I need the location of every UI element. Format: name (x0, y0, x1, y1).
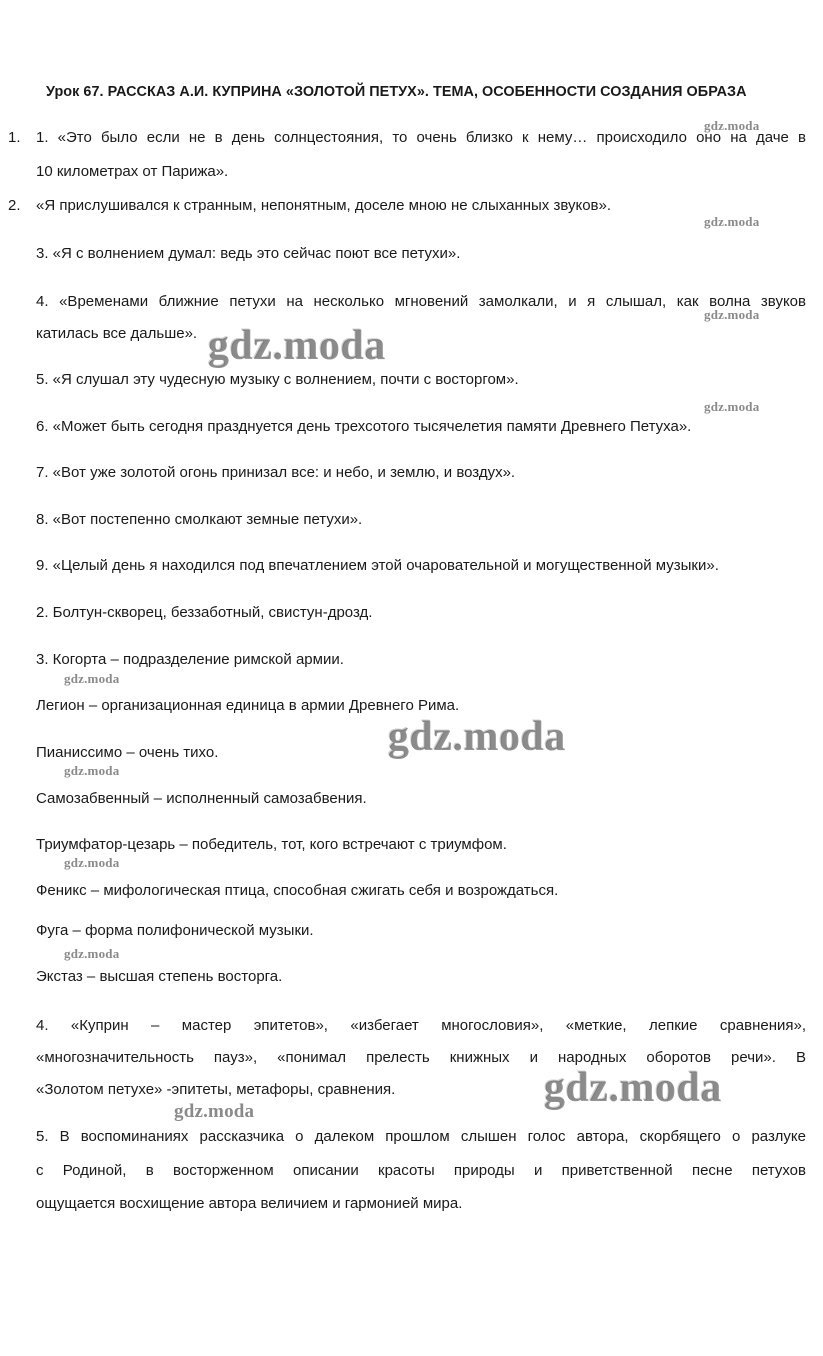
paragraph: Феникс – мифологическая птица, способная сжигать себя и возрождаться. (36, 882, 559, 899)
paragraph: 6. «Может быть сегодня празднуется день трехсотого тысячелетия памяти Древнего Петуха». (36, 418, 692, 435)
watermark: gdz.moda (704, 399, 760, 414)
paragraph: 4. «Временами ближние петухи на несколько мгновений замолкали, и я слышал, как волна звуков (36, 293, 806, 310)
watermark: gdz.moda (174, 1101, 255, 1122)
watermark: gdz.moda (64, 946, 120, 961)
paragraph: с Родиной, в восторженном описании красоты природы и приветственной песне петухов (36, 1162, 806, 1179)
paragraph: 3. Когорта – подразделение римской армии. (36, 651, 344, 668)
watermark: gdz.moda (704, 118, 760, 133)
paragraph: 5. В воспоминаниях рассказчика о далеком прошлом слышен голос автора, скорбящего о разлуке (36, 1128, 806, 1145)
page-title: Урок 67. РАССКАЗ А.И. КУПРИНА «ЗОЛОТОЙ ПЕТУХ». ТЕМА, ОСОБЕННОСТИ СОЗДАНИЯ ОБРАЗА (46, 84, 747, 100)
paragraph: 9. «Целый день я находился под впечатлением этой очаровательной и могущественной музыки». (36, 557, 719, 574)
paragraph: 2. Болтун-скворец, беззаботный, свистун-дрозд. (36, 604, 373, 621)
watermark: gdz.moda (64, 763, 120, 778)
paragraph: ощущается восхищение автора величием и гармонией мира. (36, 1195, 463, 1212)
paragraph: Пианиссимо – очень тихо. (36, 744, 219, 761)
paragraph: Легион – организационная единица в армии Древнего Рима. (36, 697, 460, 714)
paragraph: «Золотом петухе» -эпитеты, метафоры, сравнения. (36, 1081, 396, 1098)
paragraph: 3. «Я с волнением думал: ведь это сейчас поют все петухи». (36, 245, 461, 262)
paragraph: Экстаз – высшая степень восторга. (36, 968, 283, 985)
paragraph: Самозабвенный – исполненный самозабвения. (36, 790, 367, 807)
paragraph: катилась все дальше». (36, 325, 198, 342)
paragraph: 10 километрах от Парижа». (36, 163, 229, 180)
paragraph: «Я прислушивался к странным, непонятным, доселе мною не слыханных звуков». (36, 197, 612, 214)
paragraph: «многозначительность пауз», «понимал прелесть книжных и народных оборотов речи». В (36, 1049, 806, 1066)
watermark: gdz.moda (704, 214, 760, 229)
paragraph: Фуга – форма полифонической музыки. (36, 922, 314, 939)
paragraph: Триумфатор-цезарь – победитель, тот, кого встречают с триумфом. (36, 836, 507, 853)
watermark-large: gdz.moda (208, 323, 386, 369)
watermark-large: gdz.moda (544, 1065, 722, 1111)
watermark: gdz.moda (64, 855, 120, 870)
list-number: 1. (8, 129, 21, 146)
watermark: gdz.moda (704, 307, 760, 322)
watermark-large: gdz.moda (388, 714, 566, 760)
paragraph: 5. «Я слушал эту чудесную музыку с волнением, почти с восторгом». (36, 371, 519, 388)
watermark: gdz.moda (64, 671, 120, 686)
paragraph: 1. «Это было если не в день солнцестояния, то очень близко к нему… происходило оно на даче в (36, 129, 806, 146)
list-number: 2. (8, 197, 21, 214)
paragraph: 7. «Вот уже золотой огонь принизал все: и небо, и землю, и воздух». (36, 464, 516, 481)
paragraph: 8. «Вот постепенно смолкают земные петухи». (36, 511, 363, 528)
paragraph: 4. «Куприн – мастер эпитетов», «избегает многословия», «меткие, лепкие сравнения», (36, 1017, 806, 1034)
